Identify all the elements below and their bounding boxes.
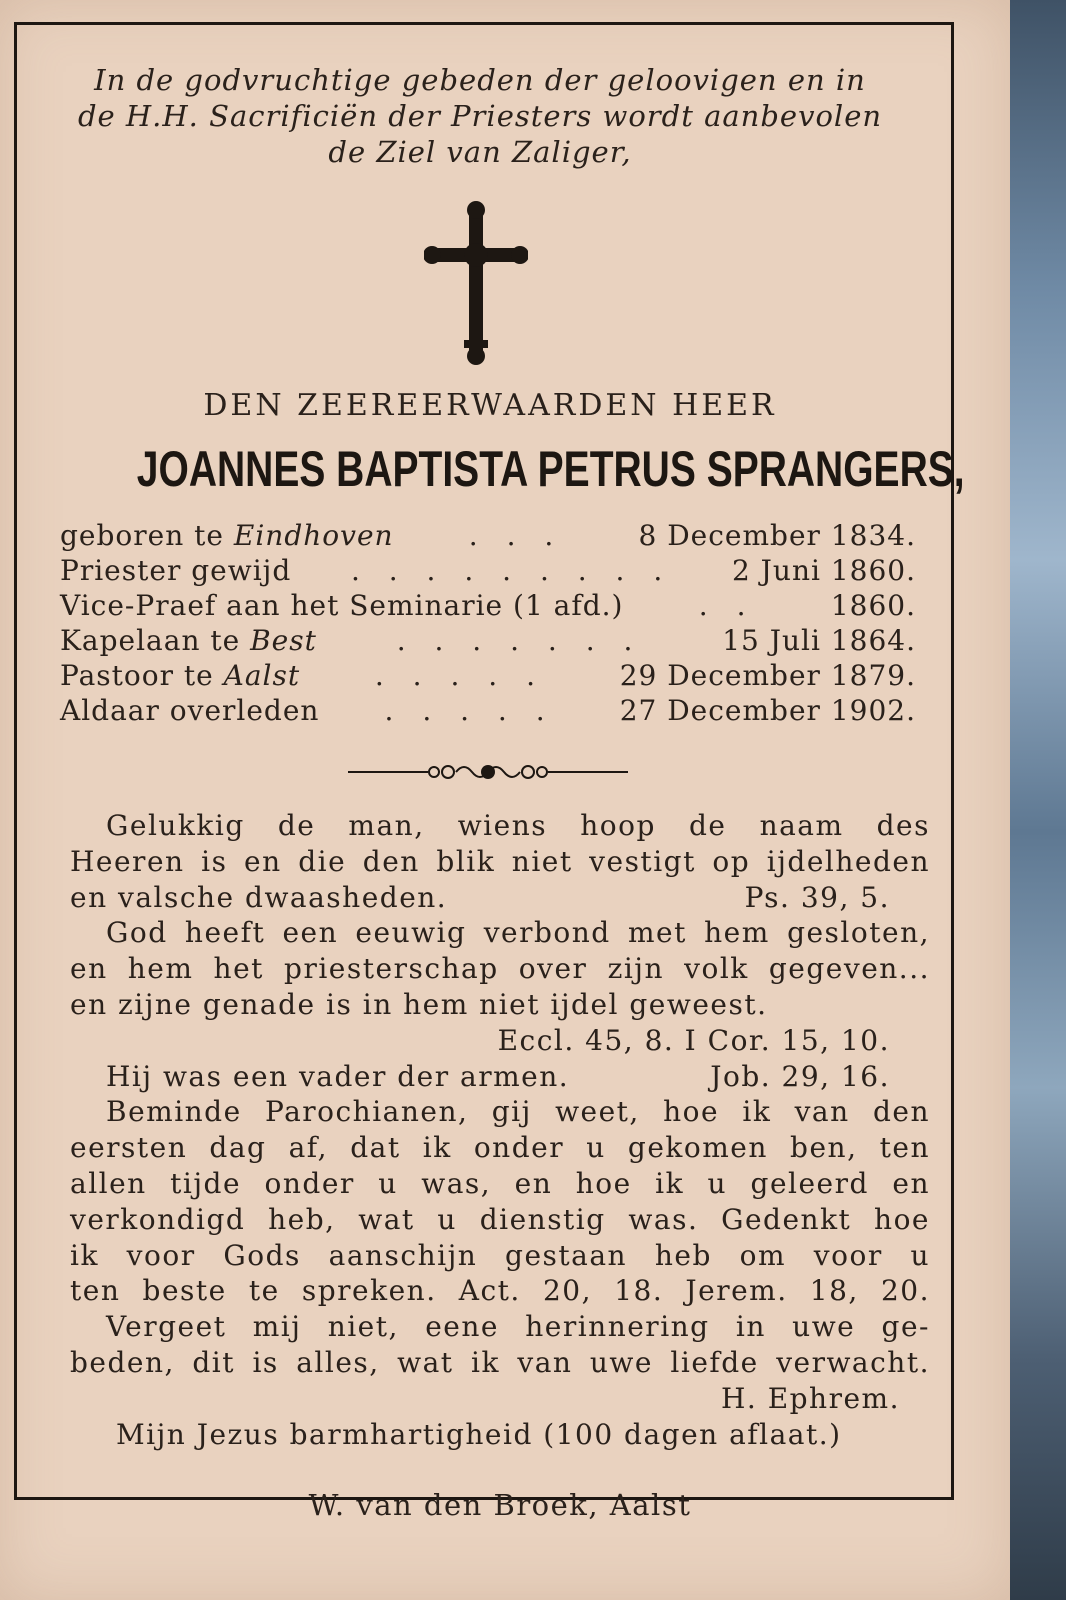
bio-label: Vice-Praef aan het Seminarie (1 afd.) (60, 589, 624, 622)
bio-leader-dots: . . (698, 589, 756, 622)
verse-reference: Eccl. 45, 8. I Cor. 15, 10. (497, 1023, 890, 1057)
bio-date: 15 Juli 1864. (722, 624, 916, 657)
verse-line (70, 880, 930, 916)
verse-line: God heeft een eeuwig verbond met hem gesloten, (106, 916, 930, 950)
bio-leader-dots: . . . (468, 519, 564, 552)
bio-place: Eindhoven (233, 519, 394, 552)
bio-leader-dots: . . . . . . . . . (350, 554, 673, 587)
bio-leader-dots: . . . . . . . (396, 624, 643, 657)
bio-row-born (60, 518, 916, 553)
bio-place: Aalst (223, 659, 301, 692)
printer-imprint: W. van den Broek, Aalst (308, 1488, 692, 1522)
bio-label: geboren te (60, 519, 224, 552)
verse-line: en hem het priesterschap over zijn volk gegeven... (70, 952, 930, 986)
bio-row-chaplain (60, 623, 916, 658)
verse-line: verkondigd heb, wat u dienstig was. Gedenkt hoe (70, 1202, 930, 1236)
bio-date: 2 Juni 1860. (731, 554, 916, 587)
verse-line: ten beste te spreken. Act. 20, 18. Jerem. 18, 20. (70, 1274, 930, 1308)
bio-date: 29 December 1879. (619, 659, 916, 692)
scripture-verses (70, 808, 930, 1452)
bio-label: Aldaar overleden (60, 694, 320, 727)
bio-leader-dots: . . . . . (374, 659, 545, 692)
bio-date: 8 December 1834. (638, 519, 916, 552)
verse-reference: Ps. 39, 5. (744, 880, 890, 914)
honorific-title: DEN ZEEREERWAARDEN HEER (203, 388, 777, 423)
cross-icon (424, 200, 528, 366)
deceased-name: JOANNES BAPTISTA PETRUS SPRANGERS, (136, 441, 965, 497)
verse-line: Heeren is en die den blik niet vestigt op ijdelheden (70, 844, 930, 878)
biography-list (60, 518, 916, 728)
bio-date: 1860. (830, 589, 916, 622)
ornament-divider-icon (348, 760, 628, 784)
header-line-3: de Ziel van Zaliger, (328, 135, 632, 169)
verse-line: Beminde Parochianen, gij weet, hoe ik van den (106, 1095, 930, 1129)
bio-leader-dots: . . . . . (384, 694, 555, 727)
indulgence-prayer: Mijn Jezus barmhartigheid (100 dagen aflaat.) (116, 1417, 842, 1451)
verse-text: en valsche dwaasheden. (70, 880, 448, 914)
verse-reference: H. Ephrem. (720, 1381, 900, 1415)
verse-line: en zijne genade is in hem niet ijdel geweest. (70, 987, 768, 1021)
bio-place: Best (250, 624, 317, 657)
bio-label: Kapelaan te (60, 624, 241, 657)
verse-line: Vergeet mij niet, eene herinnering in uwe ge- (106, 1310, 930, 1344)
header-line-2: de H.H. Sacrificiën der Priesters wordt aanbevolen (77, 99, 883, 133)
verse-line: Gelukkig de man, wiens hoop de naam des (106, 809, 930, 842)
verse-line: eersten dag af, dat ik onder u gekomen ben, ten (70, 1131, 930, 1165)
bio-row-pastor (60, 658, 916, 693)
verse-line: ik voor Gods aanschijn gestaan heb om voor u (70, 1238, 930, 1272)
verse-text: Hij was een vader der armen. (106, 1059, 570, 1093)
bio-label: Priester gewijd (60, 554, 292, 587)
verse-line: allen tijde onder u was, en hoe ik u geleerd en (70, 1166, 930, 1200)
prayer-header (40, 62, 920, 170)
verse-reference: Job. 29, 16. (710, 1059, 890, 1093)
header-line-1: In de godvruchtige gebeden der geloovigen en in (94, 63, 866, 97)
verse-line (70, 1059, 930, 1095)
bio-row-died (60, 693, 916, 728)
bio-label: Pastoor te (60, 659, 214, 692)
bio-row-vice-praef (60, 588, 916, 623)
bio-row-ordained (60, 553, 916, 588)
bio-date: 27 December 1902. (619, 694, 916, 727)
verse-line: beden, dit is alles, wat ik van uwe liefde verwacht. (70, 1345, 930, 1379)
